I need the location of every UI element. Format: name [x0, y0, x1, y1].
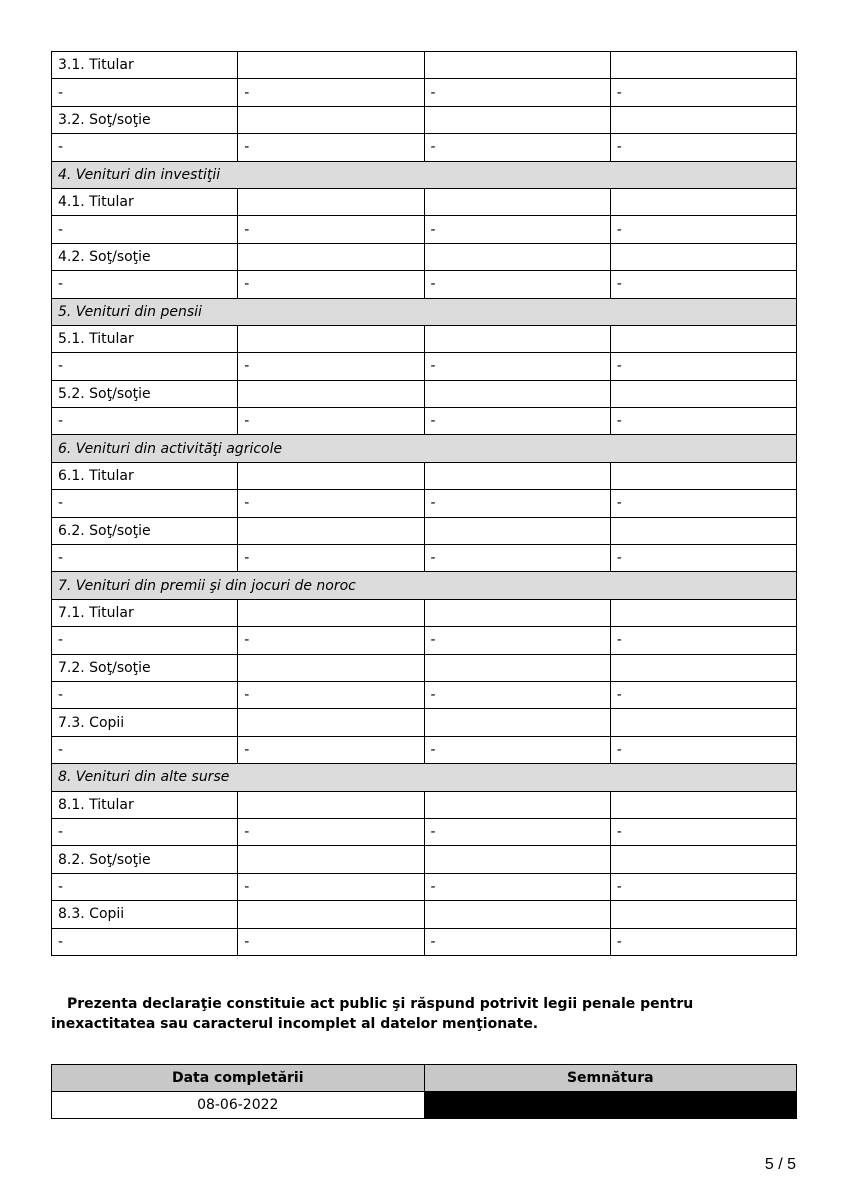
- value-cell: [238, 709, 424, 736]
- value-cell: [238, 106, 424, 133]
- table-row: [52, 736, 797, 763]
- row-label-cell: 3.1. Titular: [52, 52, 238, 79]
- value-cell: -: [424, 545, 610, 572]
- section-header-row: [52, 161, 797, 188]
- value-cell: -: [610, 818, 796, 845]
- value-cell: [424, 243, 610, 270]
- value-cell: [238, 188, 424, 215]
- value-cell: -: [424, 134, 610, 161]
- value-cell: [424, 188, 610, 215]
- value-cell: -: [610, 873, 796, 900]
- section-header-row: [52, 764, 797, 791]
- value-cell: [610, 846, 796, 873]
- value-cell: -: [610, 627, 796, 654]
- row-label-cell: 7.2. Soţ/soţie: [52, 654, 238, 681]
- value-cell: -: [238, 79, 424, 106]
- value-cell: -: [424, 353, 610, 380]
- table-row: [52, 106, 797, 133]
- value-cell: [610, 599, 796, 626]
- value-cell: -: [610, 736, 796, 763]
- row-label-cell: -: [52, 408, 238, 435]
- date-value: 08-06-2022: [52, 1092, 425, 1119]
- value-cell: [424, 52, 610, 79]
- value-cell: -: [424, 681, 610, 708]
- table-row: [52, 873, 797, 900]
- table-row: [52, 79, 797, 106]
- row-label-cell: 7.3. Copii: [52, 709, 238, 736]
- value-cell: -: [424, 271, 610, 298]
- value-cell: [238, 599, 424, 626]
- row-label-cell: -: [52, 818, 238, 845]
- redacted-signature: [424, 1092, 797, 1119]
- table-row: [52, 791, 797, 818]
- value-cell: -: [424, 928, 610, 955]
- signature-table-value-row: [52, 1092, 797, 1119]
- row-label-cell: -: [52, 627, 238, 654]
- table-row: [52, 681, 797, 708]
- value-cell: [238, 791, 424, 818]
- date-header: Data completării: [52, 1065, 425, 1092]
- row-label-cell: 6.1. Titular: [52, 462, 238, 489]
- value-cell: -: [424, 490, 610, 517]
- value-cell: [424, 462, 610, 489]
- value-cell: -: [610, 408, 796, 435]
- value-cell: -: [610, 545, 796, 572]
- value-cell: -: [424, 818, 610, 845]
- table-row: [52, 654, 797, 681]
- value-cell: [424, 709, 610, 736]
- value-cell: -: [610, 134, 796, 161]
- table-row: [52, 846, 797, 873]
- value-cell: -: [610, 681, 796, 708]
- value-cell: [424, 106, 610, 133]
- row-label-cell: -: [52, 79, 238, 106]
- value-cell: [238, 517, 424, 544]
- value-cell: -: [610, 271, 796, 298]
- row-label-cell: -: [52, 736, 238, 763]
- value-cell: -: [238, 928, 424, 955]
- row-label-cell: -: [52, 681, 238, 708]
- table-row: [52, 188, 797, 215]
- row-label-cell: -: [52, 271, 238, 298]
- row-label-cell: -: [52, 873, 238, 900]
- value-cell: -: [238, 627, 424, 654]
- value-cell: [424, 325, 610, 352]
- value-cell: [424, 517, 610, 544]
- row-label-cell: 8.1. Titular: [52, 791, 238, 818]
- row-label-cell: 5.2. Soţ/soţie: [52, 380, 238, 407]
- table-row: [52, 928, 797, 955]
- value-cell: [424, 901, 610, 928]
- value-cell: -: [238, 736, 424, 763]
- value-cell: [610, 654, 796, 681]
- income-table-body: [52, 52, 797, 956]
- value-cell: [238, 654, 424, 681]
- table-row: [52, 408, 797, 435]
- value-cell: -: [610, 216, 796, 243]
- table-row: [52, 52, 797, 79]
- value-cell: [238, 462, 424, 489]
- value-cell: [424, 791, 610, 818]
- value-cell: [238, 243, 424, 270]
- value-cell: [610, 325, 796, 352]
- value-cell: -: [238, 271, 424, 298]
- table-row: [52, 216, 797, 243]
- section-title: 4. Venituri din investiţii: [52, 161, 797, 188]
- section-title: 6. Venituri din activităţi agricole: [52, 435, 797, 462]
- value-cell: [424, 380, 610, 407]
- table-row: [52, 243, 797, 270]
- row-label-cell: -: [52, 545, 238, 572]
- value-cell: -: [424, 736, 610, 763]
- value-cell: -: [610, 353, 796, 380]
- value-cell: -: [424, 79, 610, 106]
- row-label-cell: 6.2. Soţ/soţie: [52, 517, 238, 544]
- declaration-text: Prezenta declaraţie constituie act public şi răspund potrivit legii penale pentru inexactitatea sau caracterul incomplet al datelor menţionate.: [51, 996, 694, 1032]
- value-cell: [424, 599, 610, 626]
- row-label-cell: -: [52, 353, 238, 380]
- table-row: [52, 353, 797, 380]
- value-cell: -: [424, 216, 610, 243]
- row-label-cell: -: [52, 134, 238, 161]
- table-row: [52, 462, 797, 489]
- table-row: [52, 901, 797, 928]
- value-cell: [610, 709, 796, 736]
- section-title: 8. Venituri din alte surse: [52, 764, 797, 791]
- row-label-cell: 4.2. Soţ/soţie: [52, 243, 238, 270]
- value-cell: [238, 901, 424, 928]
- section-title: 5. Venituri din pensii: [52, 298, 797, 325]
- value-cell: [610, 188, 796, 215]
- section-header-row: [52, 572, 797, 599]
- value-cell: [610, 243, 796, 270]
- value-cell: [610, 52, 796, 79]
- value-cell: -: [238, 490, 424, 517]
- signature-header: Semnătura: [424, 1065, 797, 1092]
- section-header-row: [52, 298, 797, 325]
- table-row: [52, 627, 797, 654]
- value-cell: -: [238, 134, 424, 161]
- value-cell: [238, 380, 424, 407]
- value-cell: [238, 325, 424, 352]
- row-label-cell: 8.2. Soţ/soţie: [52, 846, 238, 873]
- value-cell: [610, 462, 796, 489]
- section-header-row: [52, 435, 797, 462]
- value-cell: -: [610, 928, 796, 955]
- value-cell: [424, 846, 610, 873]
- value-cell: -: [610, 490, 796, 517]
- section-title: 7. Venituri din premii şi din jocuri de noroc: [52, 572, 797, 599]
- value-cell: -: [238, 681, 424, 708]
- value-cell: -: [424, 873, 610, 900]
- row-label-cell: -: [52, 216, 238, 243]
- table-row: [52, 380, 797, 407]
- row-label-cell: 4.1. Titular: [52, 188, 238, 215]
- value-cell: [424, 654, 610, 681]
- row-label-cell: 3.2. Soţ/soţie: [52, 106, 238, 133]
- table-row: [52, 818, 797, 845]
- row-label-cell: 5.1. Titular: [52, 325, 238, 352]
- value-cell: -: [424, 408, 610, 435]
- table-row: [52, 545, 797, 572]
- table-row: [52, 599, 797, 626]
- value-cell: [238, 846, 424, 873]
- row-label-cell: 8.3. Copii: [52, 901, 238, 928]
- value-cell: -: [424, 627, 610, 654]
- signature-table-header-row: [52, 1065, 797, 1092]
- value-cell: -: [238, 408, 424, 435]
- table-row: [52, 517, 797, 544]
- value-cell: [610, 901, 796, 928]
- income-table: [51, 51, 797, 956]
- value-cell: [610, 380, 796, 407]
- value-cell: -: [238, 353, 424, 380]
- value-cell: -: [238, 545, 424, 572]
- signature-table: [51, 1064, 797, 1119]
- row-label-cell: -: [52, 490, 238, 517]
- row-label-cell: 7.1. Titular: [52, 599, 238, 626]
- value-cell: -: [238, 818, 424, 845]
- table-row: [52, 134, 797, 161]
- row-label-cell: -: [52, 928, 238, 955]
- value-cell: [610, 517, 796, 544]
- value-cell: -: [238, 216, 424, 243]
- table-row: [52, 490, 797, 517]
- value-cell: [610, 106, 796, 133]
- page-number: 5 / 5: [764, 1156, 796, 1173]
- table-row: [52, 325, 797, 352]
- value-cell: -: [238, 873, 424, 900]
- table-row: [52, 709, 797, 736]
- table-row: [52, 271, 797, 298]
- value-cell: -: [610, 79, 796, 106]
- value-cell: [610, 791, 796, 818]
- value-cell: [238, 52, 424, 79]
